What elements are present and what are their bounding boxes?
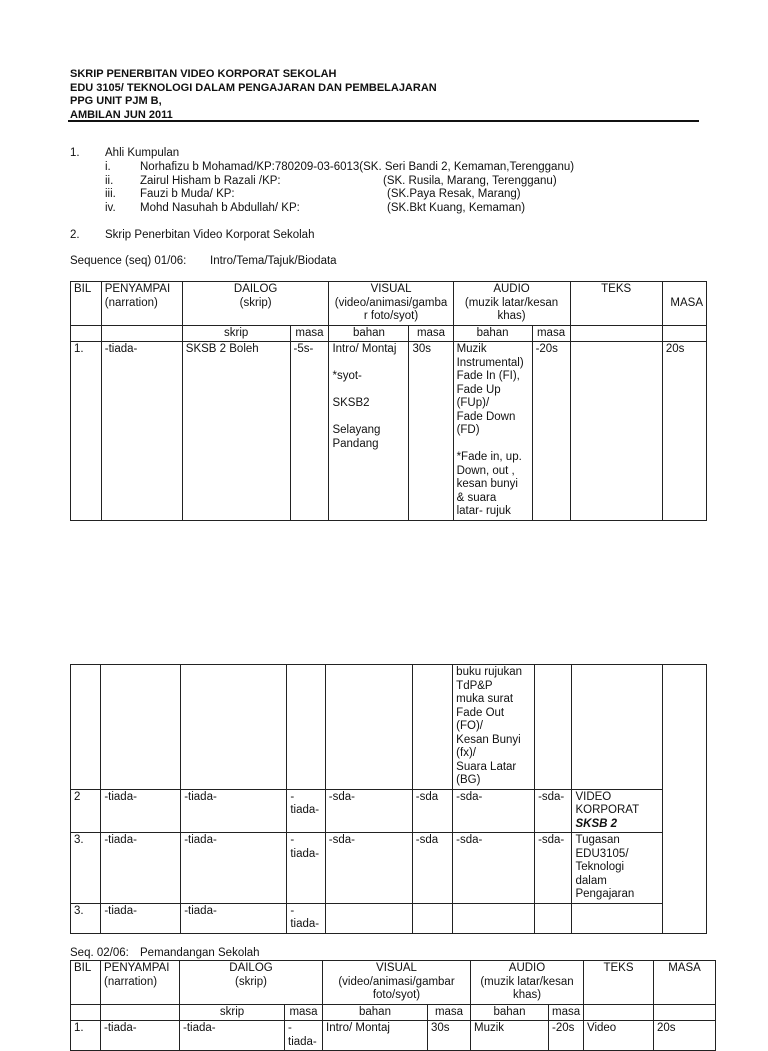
cell-teks [572,903,663,933]
header-penyampai: PENYAMPAI (narration) [101,282,182,326]
cell-skrip: -tiada- [181,903,287,933]
cell-skrip-masa: -5s- [290,342,329,521]
cell-bil: 2 [71,789,101,833]
subheader-empty [662,325,706,342]
cell-visual-masa: 30s [428,1021,471,1051]
cell-visual: -sda- [325,789,412,833]
script-table-seq1 [70,281,707,521]
cell-audio: -sda- [453,789,535,833]
teks-bold-text: SKSB 2 [575,817,618,830]
subheader-skrip: skrip [182,325,290,342]
member-1-num: i. [105,161,111,173]
member-2-num: ii. [105,175,114,187]
cell-penyampai: -tiada- [101,789,181,833]
subheader-empty [570,325,662,342]
cell-audio-continued: buku rujukan TdP&P muka surat Fade Out (FO)/ Kesan Bunyi (fx)/ Suara Latar (BG) [453,665,535,790]
cell-skrip-masa: -tiada- [287,789,325,833]
header-rule [68,120,699,122]
member-1-name: Norhafizu b Mohamad/KP:780209-03-6013(SK. Seri Bandi 2, Kemaman,Terengganu) [140,161,575,173]
cell-penyampai [101,665,181,790]
cell-audio: -sda- [453,833,535,904]
header-audio: AUDIO (muzik latar/kesan khas) [453,282,570,326]
header-line-2: EDU 3105/ TEKNOLOGI DALAM PENGAJARAN DAN PEMBELAJARAN [70,81,437,94]
cell-penyampai: -tiada- [101,903,181,933]
cell-skrip: -tiada- [181,833,287,904]
header-masa: MASA [662,282,706,326]
cell-audio-masa: -sda- [535,833,572,904]
cell-skrip-masa: -tiada- [287,833,325,904]
cell-teks: Video [584,1021,654,1051]
member-4-school: (SK.Bkt Kuang, Kemaman) [387,202,526,214]
section-1-number: 1. [70,147,80,159]
seq-2-title: Pemandangan Sekolah [140,947,260,959]
cell-penyampai: -tiada- [101,1021,180,1051]
subheader-empty [101,1004,180,1021]
header-visual: VISUAL (video/animasi/gamba r foto/syot) [329,282,453,326]
cell-audio-masa [535,903,572,933]
seq-1-title: Intro/Tema/Tajuk/Biodata [210,255,337,267]
subheader-empty [71,325,102,342]
cell-audio-masa [535,665,572,790]
cell-penyampai: -tiada- [101,833,181,904]
cell-teks [570,342,662,521]
cell-teks [572,789,663,833]
cell-teks: Tugasan EDU3105/ Teknologi dalam Pengajaran [572,833,663,904]
header-penyampai: PENYAMPAI (narration) [101,961,180,1005]
member-3-num: iii. [105,188,116,200]
subheader-masa: masa [428,1004,471,1021]
table-row [71,903,707,933]
cell-visual [325,665,412,790]
cell-visual-masa [412,903,452,933]
header-teks: TEKS [584,961,654,1005]
header-audio: AUDIO (muzik latar/kesan khas) [471,961,584,1005]
subheader-empty [654,1004,716,1021]
section-2-number: 2. [70,229,80,241]
member-2-name: Zairul Hisham b Razali /KP: [140,175,281,187]
subheader-skrip: skrip [180,1004,285,1021]
subheader-empty [584,1004,654,1021]
cell-penyampai: -tiada- [101,342,182,521]
subheader-masa: masa [290,325,329,342]
cell-audio-masa: -sda- [535,789,572,833]
subheader-bahan: bahan [323,1004,428,1021]
subheader-empty [71,1004,101,1021]
table-row [71,342,707,521]
cell-audio [453,903,535,933]
cell-visual-masa: -sda [412,833,452,904]
subheader-masa: masa [532,325,570,342]
table-row [71,789,707,833]
cell-visual-masa: 30s [409,342,453,521]
table-row [71,833,707,904]
header-dailog: DAILOG (skrip) [180,961,323,1005]
member-2-school: (SK. Rusila, Marang, Terengganu) [383,175,557,187]
header-line-3: PPG UNIT PJM B, [70,95,162,107]
teks-text: VIDEO KORPORAT [575,790,640,816]
subheader-masa: masa [409,325,453,342]
subheader-bahan: bahan [329,325,409,342]
cell-bil [71,665,101,790]
cell-visual-masa: -sda [412,789,452,833]
member-3-school: (SK.Paya Resak, Marang) [387,188,521,200]
header-line-4: AMBILAN JUN 2011 [70,108,173,121]
header-masa: MASA [654,961,716,1005]
cell-bil: 1. [71,1021,101,1051]
table-row [71,1021,716,1051]
cell-skrip-masa [287,665,325,790]
cell-audio-masa: -20s [532,342,570,521]
seq-2-label: Seq. 02/06: [70,947,129,959]
header-bil: BIL [71,961,101,1005]
table-row [71,665,707,790]
cell-skrip: -tiada- [180,1021,285,1051]
cell-bil: 3. [71,833,101,904]
cell-masa: 20s [662,342,706,521]
cell-visual: Intro/ Montaj [323,1021,428,1051]
subheader-bahan: bahan [471,1004,549,1021]
header-dailog: DAILOG (skrip) [182,282,329,326]
subheader-bahan: bahan [453,325,532,342]
cell-bil: 1. [71,342,102,521]
cell-bil: 3. [71,903,101,933]
member-4-num: iv. [105,202,116,214]
subheader-masa: masa [549,1004,584,1021]
header-teks: TEKS [570,282,662,326]
header-bil: BIL [71,282,102,326]
cell-skrip: -tiada- [181,789,287,833]
cell-audio-masa: -20s [549,1021,584,1051]
script-table-seq2 [70,960,716,1051]
section-2-title: Skrip Penerbitan Video Korporat Sekolah [105,229,315,241]
cell-visual-masa [412,665,452,790]
cell-visual: -sda- [325,833,412,904]
cell-skrip-masa: -tiada- [287,903,325,933]
cell-audio: Muzik [471,1021,549,1051]
document-header [70,68,437,122]
cell-teks [572,665,663,790]
cell-visual: Intro/ Montaj *syot- SKSB2 Selayang Pandang [329,342,409,521]
section-1-title: Ahli Kumpulan [105,147,180,159]
cell-visual [325,903,412,933]
header-line-1: SKRIP PENERBITAN VIDEO KORPORAT SEKOLAH [70,68,337,80]
member-3-name: Fauzi b Muda/ KP: [140,188,235,200]
cell-skrip [181,665,287,790]
cell-masa: 20s [654,1021,716,1051]
script-table-seq1-continued [70,664,707,934]
cell-audio: Muzik Instrumental) Fade In (FI), Fade Up (FUp)/ Fade Down (FD) *Fade in, up. Down, out , kesan bunyi & suara latar- rujuk [453,342,532,521]
header-visual: VISUAL (video/animasi/gambar foto/syot) [323,961,471,1005]
member-4-name: Mohd Nasuhah b Abdullah/ KP: [140,202,300,214]
seq-1-label: Sequence (seq) 01/06: [70,255,187,267]
subheader-masa: masa [285,1004,323,1021]
cell-masa [663,665,707,934]
subheader-empty [101,325,182,342]
cell-skrip-masa: -tiada- [285,1021,323,1051]
cell-skrip: SKSB 2 Boleh [182,342,290,521]
